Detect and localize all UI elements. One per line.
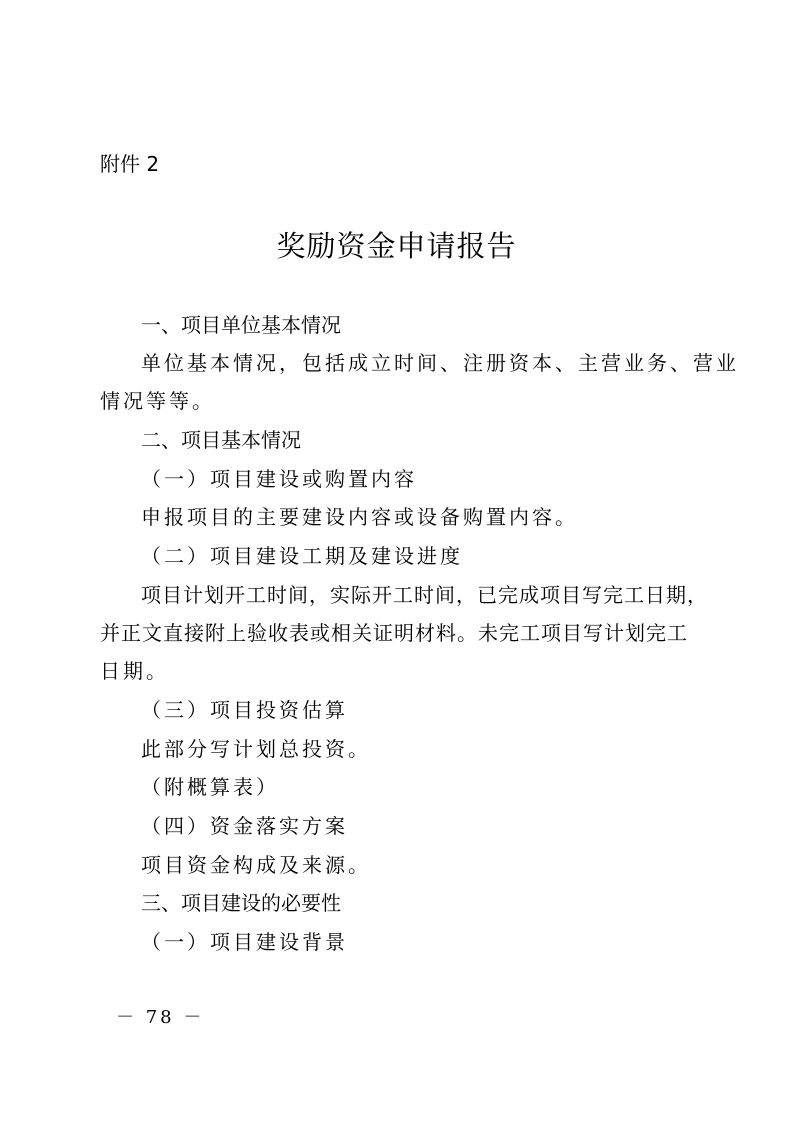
attachment-label: 附件 2 xyxy=(100,152,160,176)
subsection-heading-2-1: （一）项目建设或购置内容 xyxy=(141,467,417,491)
subsection-2-3-note: （附概算表） xyxy=(141,775,279,799)
section-heading-3: 三、项目建设的必要性 xyxy=(141,891,341,915)
subsection-2-3-paragraph: 此部分写计划总投资。 xyxy=(141,737,371,761)
subsection-2-2-paragraph-line-3: 日期。 xyxy=(100,659,169,683)
section-heading-2: 二、项目基本情况 xyxy=(141,428,301,452)
subsection-2-2-paragraph-line-1: 项目计划开工时间，实际开工时间，已完成项目写完工日期， xyxy=(141,583,708,607)
page-number: － 78 － xyxy=(116,1007,205,1028)
subsection-2-1-paragraph: 申报项目的主要建设内容或设备购置内容。 xyxy=(141,505,578,529)
subsection-2-4-paragraph: 项目资金构成及来源。 xyxy=(141,853,371,877)
subsection-heading-2-2: （二）项目建设工期及建设进度 xyxy=(141,544,463,568)
document-title: 奖励资金申请报告 xyxy=(276,229,517,263)
subsection-2-2-paragraph-line-2: 并正文直接附上验收表或相关证明材料。未完工项目写计划完工 xyxy=(100,621,688,645)
section-1-paragraph-line-1: 单位基本情况，包括成立时间、注册资本、主营业务、营业 xyxy=(141,351,739,375)
section-1-paragraph-line-2: 情况等等。 xyxy=(100,389,215,413)
subsection-heading-2-4: （四）资金落实方案 xyxy=(141,814,348,838)
section-heading-1: 一、项目单位基本情况 xyxy=(141,313,341,337)
subsection-heading-3-1: （一）项目建设背景 xyxy=(141,930,348,954)
subsection-heading-2-3: （三）项目投资估算 xyxy=(141,698,348,722)
